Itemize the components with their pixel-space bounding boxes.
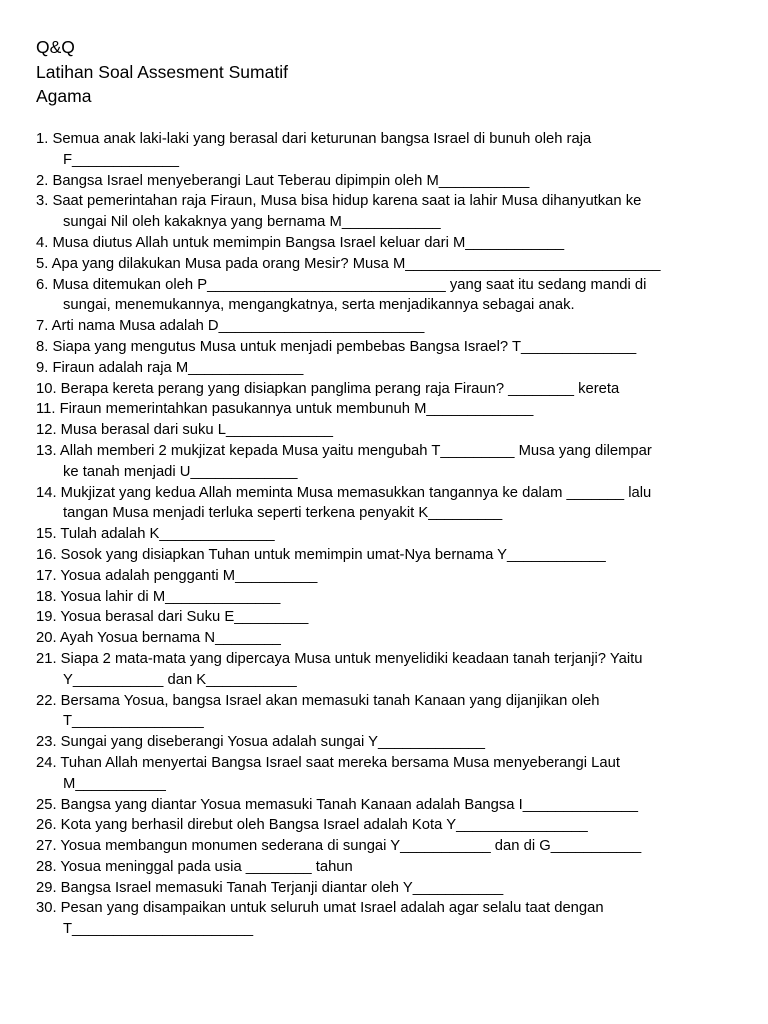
question-text: 15. Tulah adalah K______________ [36,526,275,543]
question-text: 28. Yosua meninggal pada usia ________ tahun [36,858,353,875]
question-text: 2. Bangsa Israel menyeberangi Laut Teberau dipimpin oleh M___________ [36,172,530,189]
question-text: 21. Siapa 2 mata-mata yang dipercaya Musa untuk menyelidiki keadaan tanah terjanji? Yaitu [36,650,643,667]
question-item [36,691,726,733]
question-item [36,524,726,545]
question-text: 7. Arti nama Musa adalah D_________________________ [36,318,425,335]
question-item [36,254,726,275]
question-text: 22. Bersama Yosua, bangsa Israel akan memasuki tanah Kanaan yang dijanjikan oleh [36,692,600,709]
document-title: Latihan Soal Assesment Sumatif [36,61,288,82]
question-continuation-text: sungai, menemukannya, mengangkatnya, serta menjadikannya sebagai anak. [63,297,575,314]
question-item [36,857,726,878]
question-item [36,420,726,441]
question-item [36,732,726,753]
question-text: 20. Ayah Yosua bernama N________ [36,630,281,647]
question-text: 5. Apa yang dilakukan Musa pada orang Mesir? Musa M_______________________________ [36,255,661,272]
question-text: 1. Semua anak laki-laki yang berasal dari keturunan bangsa Israel di bunuh oleh raja [36,131,592,147]
question-item [36,607,726,628]
question-text: 11. Firaun memerintahkan pasukannya untuk membunuh M_____________ [36,401,534,418]
document-header [36,35,288,109]
question-item [36,795,726,816]
question-item [36,316,726,337]
subject-label: Agama [36,86,92,106]
question-continuation-text: T______________________ [63,921,254,938]
question-item [36,379,726,400]
question-item [36,587,726,608]
question-text: 4. Musa diutus Allah untuk memimpin Bangsa Israel keluar dari M____________ [36,234,565,251]
question-continuation-text: ke tanah menjadi U_____________ [63,463,298,480]
question-item [36,898,726,940]
question-text: 13. Allah memberi 2 mukjizat kepada Musa yaitu mengubah T_________ Musa yang dilempar [36,442,652,459]
question-item [36,233,726,254]
question-text: 18. Yosua lahir di M______________ [36,588,281,605]
question-item [36,566,726,587]
question-text: 17. Yosua adalah pengganti M__________ [36,567,318,584]
question-item [36,545,726,566]
question-text: 16. Sosok yang disiapkan Tuhan untuk memimpin umat-Nya bernama Y____________ [36,546,606,563]
question-item [36,815,726,836]
question-item [36,399,726,420]
question-continuation-text: T________________ [63,713,204,730]
question-item [36,836,726,857]
question-text: 3. Saat pemerintahan raja Firaun, Musa bisa hidup karena saat ia lahir Musa dihanyutkan ke [36,193,642,210]
question-continuation-text: F_____________ [63,151,180,168]
question-item [36,171,726,192]
question-list [36,129,726,940]
question-text: 9. Firaun adalah raja M______________ [36,359,304,376]
question-item [36,191,726,233]
question-text: 24. Tuhan Allah menyertai Bangsa Israel saat mereka bersama Musa menyeberangi Laut [36,754,620,771]
question-continuation-text: tangan Musa menjadi terluka seperti terkena penyakit K_________ [63,505,503,522]
question-item [36,878,726,899]
question-continuation-text: Y___________ dan K___________ [63,671,297,688]
question-text: 19. Yosua berasal dari Suku E_________ [36,609,309,626]
question-item [36,753,726,795]
question-continuation-text: sungai Nil oleh kakaknya yang bernama M____________ [63,214,441,231]
question-text: 25. Bangsa yang diantar Yosua memasuki Tanah Kanaan adalah Bangsa I______________ [36,796,638,813]
question-continuation-text: M___________ [63,775,166,792]
question-text: 10. Berapa kereta perang yang disiapkan panglima perang raja Firaun? ________ kereta [36,380,620,397]
question-text: 14. Mukjizat yang kedua Allah meminta Musa memasukkan tangannya ke dalam _______ lalu [36,484,652,501]
question-item [36,129,726,171]
question-item [36,275,726,317]
question-text: 26. Kota yang berhasil direbut oleh Bangsa Israel adalah Kota Y________________ [36,817,588,834]
question-item [36,649,726,691]
question-item [36,337,726,358]
question-text: 23. Sungai yang diseberangi Yosua adalah sungai Y_____________ [36,734,485,751]
question-text: 29. Bangsa Israel memasuki Tanah Terjanji diantar oleh Y___________ [36,879,504,896]
question-item [36,628,726,649]
question-item [36,483,726,525]
question-text: 27. Yosua membangun monumen sederana di sungai Y___________ dan di G___________ [36,838,642,855]
header-label: Q&Q [36,37,75,57]
question-item [36,358,726,379]
question-text: 30. Pesan yang disampaikan untuk seluruh umat Israel adalah agar selalu taat dengan [36,900,604,917]
question-text: 8. Siapa yang mengutus Musa untuk menjadi pembebas Bangsa Israel? T______________ [36,338,637,355]
question-text: 12. Musa berasal dari suku L_____________ [36,422,333,439]
question-item [36,441,726,483]
question-text: 6. Musa ditemukan oleh P_____________________________ yang saat itu sedang mandi di [36,276,647,293]
